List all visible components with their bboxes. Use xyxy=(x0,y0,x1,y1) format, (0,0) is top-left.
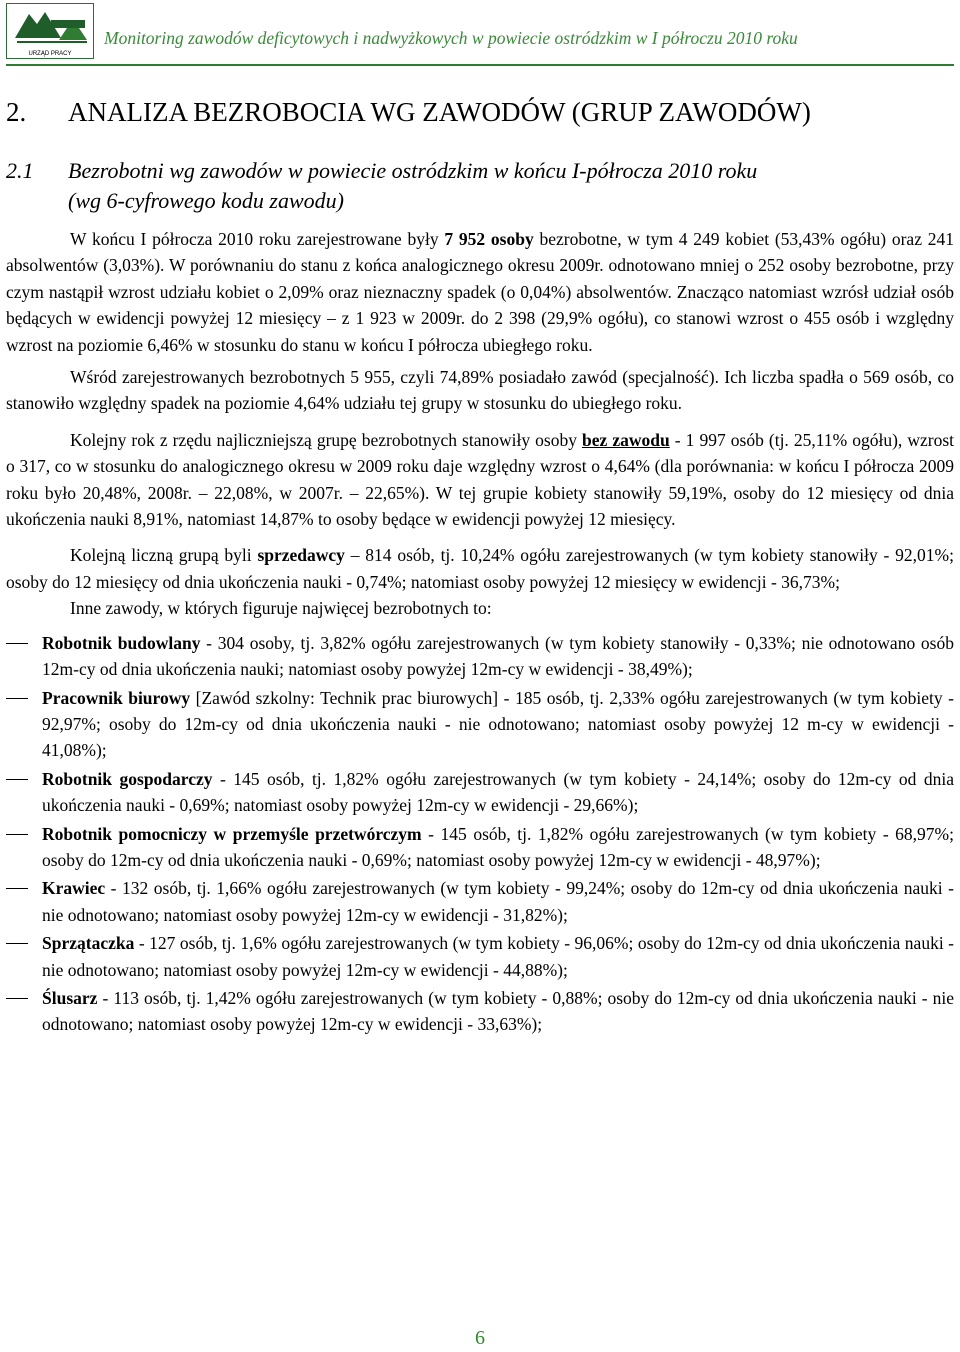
header-divider xyxy=(6,64,954,66)
profession-list xyxy=(6,630,954,1038)
list-item: Krawiec - 132 osób, tj. 1,66% ogółu zarejestrowanych (w tym kobiety - 99,24%; osoby do 12m-cy od dnia ukończenia nauki - nie odnotowano; natomiast osoby powyżej 12m-cy w ewidencji - 31,82%); xyxy=(6,875,954,928)
list-item: Robotnik pomocniczy w przemyśle przetwórczym - 145 osób, tj. 1,82% ogółu zarejestrowanych (w tym kobiety - 68,97%; osoby do 12m-cy od dnia ukończenia nauki - 0,69%; natomiast osoby powyżej 12m-cy w ewidencji - 48,97%); xyxy=(6,821,954,874)
dash-bullet-icon xyxy=(6,943,28,944)
page-header xyxy=(0,0,960,66)
list-item: Sprzątaczka - 127 osób, tj. 1,6% ogółu zarejestrowanych (w tym kobiety - 96,06%; osoby do 12m-cy od dnia ukończenia nauki - nie odnotowano; natomiast osoby powyżej 12m-cy w ewidencji - 44,88%); xyxy=(6,930,954,983)
dash-bullet-icon xyxy=(6,643,28,644)
subsection-number: 2.1 xyxy=(6,158,34,183)
list-item: Robotnik budowlany - 304 osoby, tj. 3,82% ogółu zarejestrowanych (w tym kobiety stanowiły - 0,33%; nie odnotowano osób 12m-cy od dnia ukończenia nauki; natomiast osoby powyżej 12m-cy w ewidencji - 38,49%); xyxy=(6,630,954,683)
logo-graphic-icon xyxy=(7,4,93,48)
list-item: Robotnik gospodarczy - 145 osób, tj. 1,82% ogółu zarejestrowanych (w tym kobiety - 24,14%; osoby do 12m-cy od dnia ukończenia nauki - 0,69%; natomiast osoby powyżej 12m-cy w ewidencji - 29,66%); xyxy=(6,766,954,819)
paragraph-4: Kolejną liczną grupą byli sprzedawcy – 814 osób, tj. 10,24% ogółu zarejestrowanych (w tym kobiety stanowiły - 92,01%; osoby do 12 miesięcy od dnia ukończenia nauki - 0,74%; natomiast osoby powyżej 12 miesięcy w ewidencji - 36,73%; xyxy=(6,545,955,592)
paragraph-1: W końcu I półrocza 2010 roku zarejestrowane były 7 952 osoby bezrobotne, w tym 4 249 kobiet (53,43% ogółu) oraz 241 absolwentów (3,03%). W porównaniu do stanu z końca analogicznego okresu 2009r. odnotowano mniej o 252 osoby bezrobotne, przy czym nastąpił wzrost udziału kobiet o 2,09% oraz nieznaczny spadek (o 0,04%) absolwentów. Znacząco natomiast wzrósł udział osób będących w ewidencji powyżej 12 miesięcy – z 1 923 w 2009r. do 2 398 (29,9% ogółu), co stanowi wzrost o 455 osób i względny wzrost na poziomie 6,46% w stosunku do stanu w końcu I półrocza ubiegłego roku. xyxy=(6,229,954,355)
list-item: Pracownik biurowy [Zawód szkolny: Technik prac biurowych] - 185 osób, tj. 2,33% ogółu zarejestrowanych (w tym kobiety - 92,97%; osoby do 12m-cy od dnia ukończenia nauki - nie odnotowano; natomiast osoby powyżej 12 m-cy w ewidencji - 41,08%); xyxy=(6,685,954,764)
logo-caption: URZĄD PRACY xyxy=(28,51,72,57)
header-title: Monitoring zawodów deficytowych i nadwyżkowych w powiecie ostródzkim w I półroczu 2010 roku xyxy=(104,28,798,48)
dash-bullet-icon xyxy=(6,888,28,889)
list-item: Ślusarz - 113 osób, tj. 1,42% ogółu zarejestrowanych (w tym kobiety - 0,88%; osoby do 12m-cy od dnia ukończenia nauki - nie odnotowano; natomiast osoby powyżej 12m-cy w ewidencji - 33,63%); xyxy=(6,985,954,1038)
dash-bullet-icon xyxy=(6,698,28,699)
dash-bullet-icon xyxy=(6,998,28,999)
section-number: 2. xyxy=(6,97,27,127)
section-title: ANALIZA BEZROBOCIA WG ZAWODÓW (GRUP ZAWODÓW) xyxy=(68,97,811,127)
dash-bullet-icon xyxy=(6,779,28,780)
section-heading xyxy=(6,96,811,128)
paragraph-2: Wśród zarejestrowanych bezrobotnych 5 955, czyli 74,89% posiadało zawód (specjalność). Ich liczba spadła o 569 osób, co stanowiło względny spadek na poziomie 4,64% udziału tej grupy w stosunku do ubiegłego roku. xyxy=(6,367,954,414)
dash-bullet-icon xyxy=(6,834,28,835)
list-intro: Inne zawody, w których figuruje najwięcej bezrobotnych to: xyxy=(70,598,492,619)
document-body xyxy=(6,226,954,1040)
subsection-title-line2: (wg 6-cyfrowego kodu zawodu) xyxy=(68,188,344,213)
paragraph-3: Kolejny rok z rzędu najliczniejszą grupę bezrobotnych stanowiły osoby bez zawodu - 1 997 osób (tj. 25,11% ogółu), wzrost o 317, co w stosunku do analogicznego okresu w 2009 roku daje względny wzrost o 4,64% (dla porównania: w końcu I półrocza 2009 roku było 20,48%, 2008r. – 22,08%, w 2007r. – 22,65%). W tej grupie kobiety stanowiły 59,19%, osoby do 12 miesięcy od dnia ukończenia nauki 8,91%, natomiast 14,87% to osoby będące w ewidencji powyżej 12 miesięcy. xyxy=(6,429,955,530)
bold-no-profession: bez zawodu xyxy=(582,429,670,450)
bold-sellers: sprzedawcy xyxy=(257,545,345,566)
subsection-heading xyxy=(6,156,954,216)
bold-total-unemployed: 7 952 osoby xyxy=(444,229,534,249)
page-number: 6 xyxy=(475,1327,485,1349)
urzad-pracy-logo xyxy=(6,3,94,59)
subsection-title-line1: Bezrobotni wg zawodów w powiecie ostródzkim w końcu I-półrocza 2010 roku xyxy=(68,158,758,183)
